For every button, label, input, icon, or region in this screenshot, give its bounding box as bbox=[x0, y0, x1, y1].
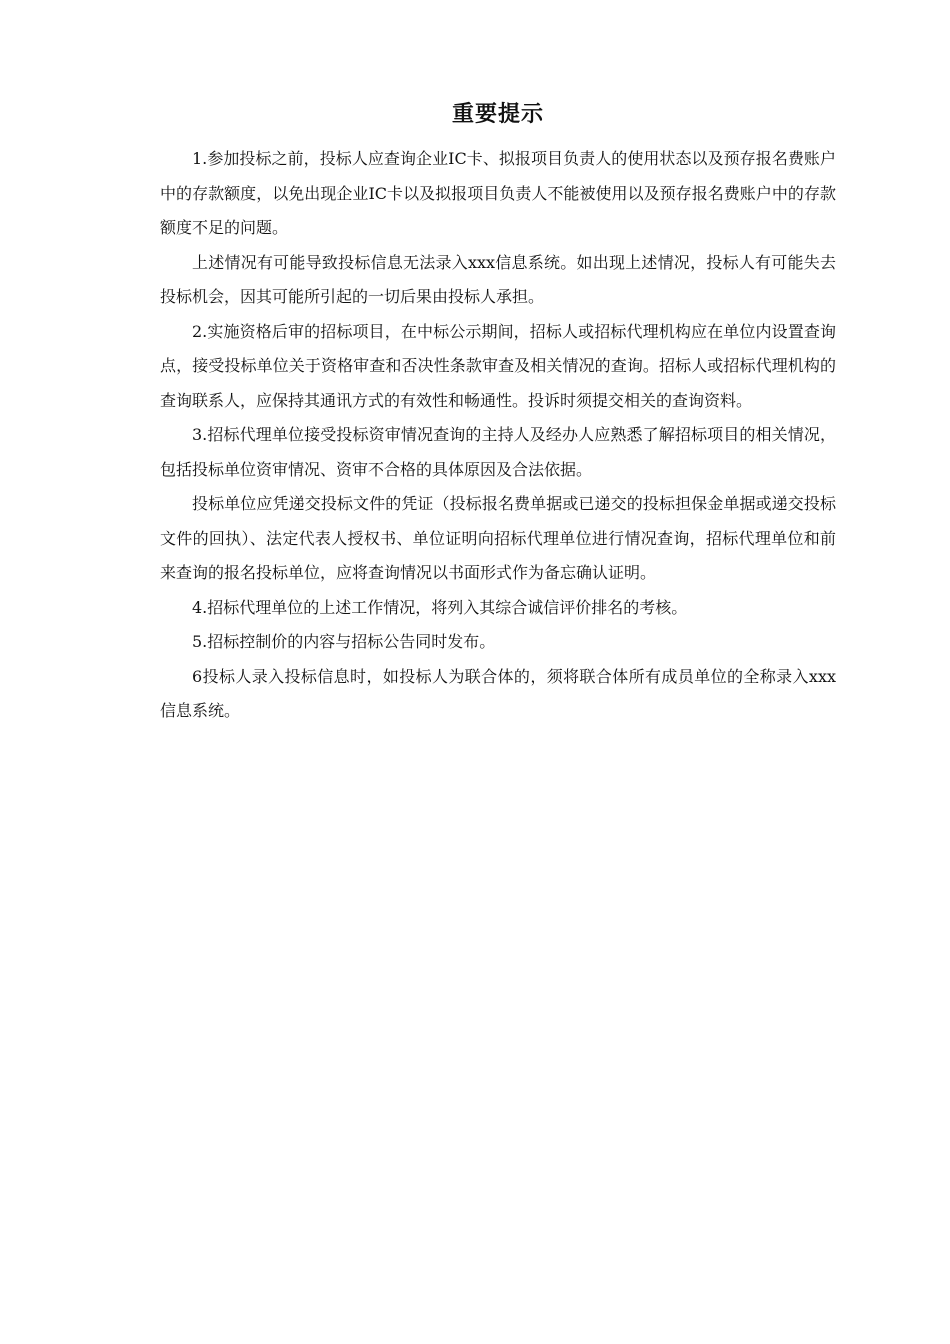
paragraph-4: 3.招标代理单位接受投标资审情况查询的主持人及经办人应熟悉了解招标项目的相关情况，包括投标单位资审情况、资审不合格的具体原因及合法依据。 bbox=[160, 425, 836, 479]
paragraph-6: 4.招标代理单位的上述工作情况，将列入其综合诚信评价排名的考核。 bbox=[192, 597, 688, 617]
paragraph-7: 5.招标控制价的内容与招标公告同时发布。 bbox=[192, 632, 496, 651]
document-page bbox=[160, 98, 836, 729]
paragraph-2: 上述情况有可能导致投标信息无法录入xxx信息系统。如出现上述情况，投标人有可能失去投标机会，因其可能所引起的一切后果由投标人承担。 bbox=[160, 252, 836, 306]
paragraph-5: 投标单位应凭递交投标文件的凭证（投标报名费单据或已递交的投标担保金单据或递交投标文件的回执）、法定代表人授权书、单位证明向招标代理单位进行情况查询，招标代理单位和前来查询的报名投标单位，应将查询情况以书面形式作为备忘确认证明。 bbox=[160, 494, 836, 582]
paragraph-3: 2.实施资格后审的招标项目，在中标公示期间，招标人或招标代理机构应在单位内设置查询点，接受投标单位关于资格审查和否决性条款审查及相关情况的查询。招标人或招标代理机构的查询联系人，应保持其通讯方式的有效性和畅通性。投诉时须提交相关的查询资料。 bbox=[160, 321, 836, 410]
document-title: 重要提示 bbox=[451, 102, 544, 127]
paragraph-1: 1.参加投标之前，投标人应查询企业IC卡、拟报项目负责人的使用状态以及预存报名费账户中的存款额度，以免出现企业IC卡以及拟报项目负责人不能被使用以及预存报名费账户中的存款额度不足的问题。 bbox=[160, 149, 836, 237]
paragraph-8: 6投标人录入投标信息时，如投标人为联合体的，须将联合体所有成员单位的全称录入xxx信息系统。 bbox=[160, 666, 836, 720]
